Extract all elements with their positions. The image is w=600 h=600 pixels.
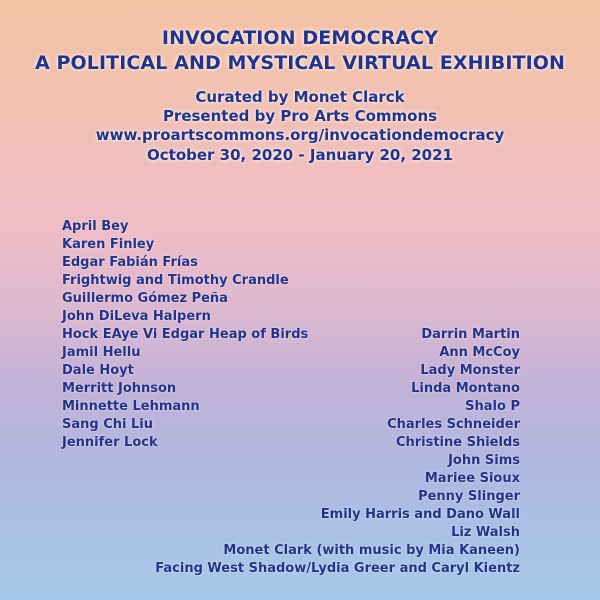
- artist-name: Edgar Fabián Frías: [62, 255, 198, 270]
- artist-name: Karen Finley: [62, 237, 155, 252]
- date-range: October 30, 2020 - January 20, 2021: [147, 146, 453, 164]
- artist-name: Frightwig and Timothy Crandle: [62, 273, 289, 288]
- exhibition-subtitle: A POLITICAL AND MYSTICAL VIRTUAL EXHIBITION: [34, 52, 566, 74]
- artist-name: Minnette Lehmann: [62, 399, 200, 414]
- exhibition-title: INVOCATION DEMOCRACY: [161, 27, 439, 49]
- artist-name: Monet Clark (with music by Mia Kaneen): [223, 543, 520, 558]
- artist-name: Darrin Martin: [421, 327, 520, 342]
- artist-name: Liz Walsh: [451, 525, 520, 540]
- artist-name: Merritt Johnson: [62, 381, 177, 396]
- artist-name: John DiLeva Halpern: [62, 309, 211, 324]
- artist-name: Jennifer Lock: [62, 435, 158, 450]
- website-link[interactable]: www.proartscommons.org/invocationdemocracy: [95, 126, 505, 144]
- artist-name: John Sims: [448, 453, 520, 468]
- artist-name: Jamil Hellu: [62, 345, 141, 360]
- artist-name: Mariee Sioux: [424, 471, 520, 486]
- artist-name: Facing West Shadow/Lydia Greer and Caryl Kientz: [155, 561, 520, 576]
- artist-name: Linda Montano: [411, 381, 520, 396]
- artist-name: Dale Hoyt: [62, 363, 134, 378]
- presenter-line: Presented by Pro Arts Commons: [162, 107, 438, 125]
- artist-name: Shalo P: [465, 399, 520, 414]
- artist-name: April Bey: [62, 219, 129, 234]
- artist-name: Penny Slinger: [418, 489, 520, 504]
- artist-name: Hock EAye Vi Edgar Heap of Birds: [62, 327, 309, 342]
- artist-name: Charles Schneider: [387, 417, 520, 432]
- artist-name: Christine Shields: [395, 435, 520, 450]
- artist-name: Sang Chi Liu: [62, 417, 153, 432]
- curator-line: Curated by Monet Clarck: [195, 88, 405, 106]
- artist-name: Emily Harris and Dano Wall: [320, 507, 520, 522]
- artist-name: Guillermo Gómez Peña: [62, 291, 228, 306]
- artist-name: Lady Monster: [420, 363, 520, 378]
- artist-name: Ann McCoy: [439, 345, 520, 360]
